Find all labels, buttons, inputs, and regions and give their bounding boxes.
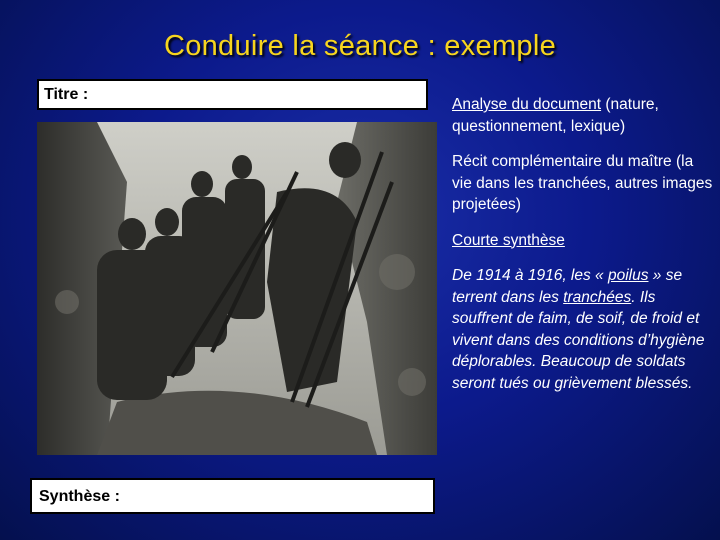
summary-part3: . Ils souffrent de faim, de soif, de froid et vivent dans des conditions d’hygiène déplorables. Beaucoup de soldats seront tués ou grièvement blessés. [452, 288, 705, 392]
summary-part1: De 1914 à 1916, les « [452, 267, 608, 284]
step-analyse-title: Analyse du document [452, 96, 602, 113]
step-synthese [452, 230, 716, 252]
slide-title: Conduire la séance : exemple [163, 30, 557, 62]
lesson-steps [452, 94, 716, 408]
synthese-field [30, 478, 435, 514]
titre-field [37, 79, 428, 110]
titre-label: Titre : [44, 86, 89, 103]
synthese-label: Synthèse : [39, 488, 120, 505]
summary-text [452, 265, 716, 394]
tranchees-link[interactable]: tranchées [563, 288, 632, 306]
step-analyse [452, 94, 716, 137]
step-analyse-detail: (nature, questionnement, lexique) [452, 96, 659, 135]
trench-photo [37, 122, 437, 455]
step-recit: Récit complémentaire du maître (la vie dans les tranchées, autres images projetées) [452, 153, 713, 213]
step-synthese-title: Courte synthèse [452, 231, 565, 249]
poilus-link[interactable]: poilus [607, 267, 649, 284]
summary-part2: » se terrent dans les [452, 267, 683, 306]
